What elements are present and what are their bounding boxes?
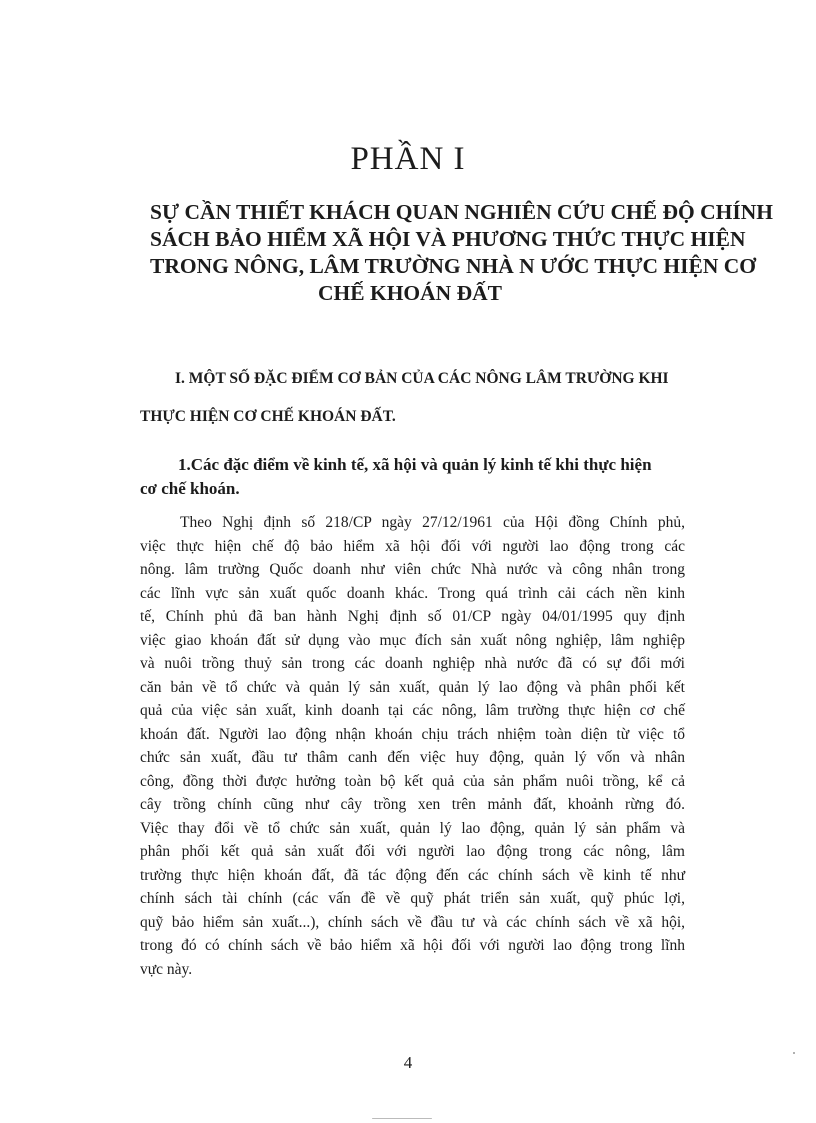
paragraph-line: nông. lâm trường Quốc doanh như viên chức Nhà nước và công nhân trong <box>140 561 685 578</box>
paragraph-line: phân phối kết quả sản xuất đối với người lao động trong các nông, lâm <box>140 843 685 860</box>
paragraph-line: trong đó có chính sách về bảo hiểm xã hội đối với người lao động trong lĩnh <box>140 937 685 954</box>
paragraph-line: và nuôi trồng thuỷ sản trong các doanh nghiệp nhà nước đã có sự đổi mới <box>140 655 685 672</box>
paragraph-line: Theo Nghị định số 218/CP ngày 27/12/1961 của Hội đồng Chính phủ, <box>180 514 685 531</box>
heading-line: TRONG NÔNG, LÂM TRƯỜNG NHÀ N ƯỚC THỰC HIỆN CƠ <box>150 254 756 278</box>
body-paragraph <box>140 511 685 981</box>
paragraph-line: vực này. <box>140 960 193 978</box>
paragraph-line: chính sách tài chính (các vấn đề về quỹ phát triển sản xuất, quỹ phúc lợi, <box>140 890 685 907</box>
paragraph-line: trường thực hiện khoán đất, đã tác động đến các chính sách về kinh tế như <box>140 866 685 884</box>
paragraph-line: tế, Chính phủ đã ban hành Nghị định số 01/CP ngày 04/01/1995 quy định <box>140 608 685 625</box>
subsection-line: cơ chế khoán. <box>140 479 240 498</box>
paragraph-line: việc thực hiện chế độ bảo hiểm xã hội đối với người lao động trong các <box>140 537 685 555</box>
heading-line: CHẾ KHOÁN ĐẤT <box>318 281 502 305</box>
heading-line: SÁCH BẢO HIỂM XÃ HỘI VÀ PHƯƠNG THỨC THỰC HIỆN <box>150 227 746 251</box>
paragraph-line: căn bản về tổ chức và quản lý sản xuất, quản lý lao động và phân phối kết <box>140 678 685 696</box>
heading-line: SỰ CẦN THIẾT KHÁCH QUAN NGHIÊN CỨU CHẾ ĐỘ CHÍNH <box>150 200 773 224</box>
paragraph-line: các lĩnh vực sản xuất quốc doanh khác. Trong quá trình cải cách nền kinh <box>140 584 685 602</box>
scan-edge-mark <box>372 1118 432 1119</box>
section-heading-line: THỰC HIỆN CƠ CHẾ KHOÁN ĐẤT. <box>140 408 396 425</box>
chapter-heading <box>150 199 773 307</box>
paragraph-line: chức sản xuất, đầu tư thâm canh đến việc huy động, quản lý vốn và nhân <box>140 749 685 766</box>
paragraph-line: cây trồng chính cũng như cây trồng xen trên mảnh đất, khoảnh rừng đó. <box>140 796 685 813</box>
section-heading-line: I. MỘT SỐ ĐẶC ĐIỂM CƠ BẢN CỦA CÁC NÔNG LÂM TRƯỜNG KHI <box>175 370 669 387</box>
paragraph-line: việc giao khoán đất sử dụng vào mục đích sản xuất nông nghiệp, lâm nghiệp <box>140 631 685 649</box>
paragraph-line: quả của việc sản xuất, kinh doanh tại các nông, lâm trường thực hiện cơ chế <box>140 702 685 719</box>
subsection-line: 1.Các đặc điểm về kinh tế, xã hội và quản lý kinh tế khi thực hiện <box>178 455 652 474</box>
page-number: 4 <box>403 1053 413 1072</box>
paragraph-line: công, đồng thời được hưởng toàn bộ kết quả của sản phẩm nuôi trồng, kể cả <box>140 772 685 790</box>
subsection-heading <box>140 453 680 501</box>
paragraph-line: quỹ bảo hiểm sản xuất...), chính sách về đầu tư và các chính sách về xã hội, <box>140 913 685 931</box>
paragraph-line: Việc thay đổi về tổ chức sản xuất, quản lý lao động, quản lý sản phẩm và <box>140 819 685 837</box>
scan-speck <box>793 1052 795 1054</box>
part-title: PHẦN I <box>350 141 466 177</box>
paragraph-line: khoán đất. Người lao động nhận khoán chịu trách nhiệm toàn diện từ việc tổ <box>140 725 685 743</box>
